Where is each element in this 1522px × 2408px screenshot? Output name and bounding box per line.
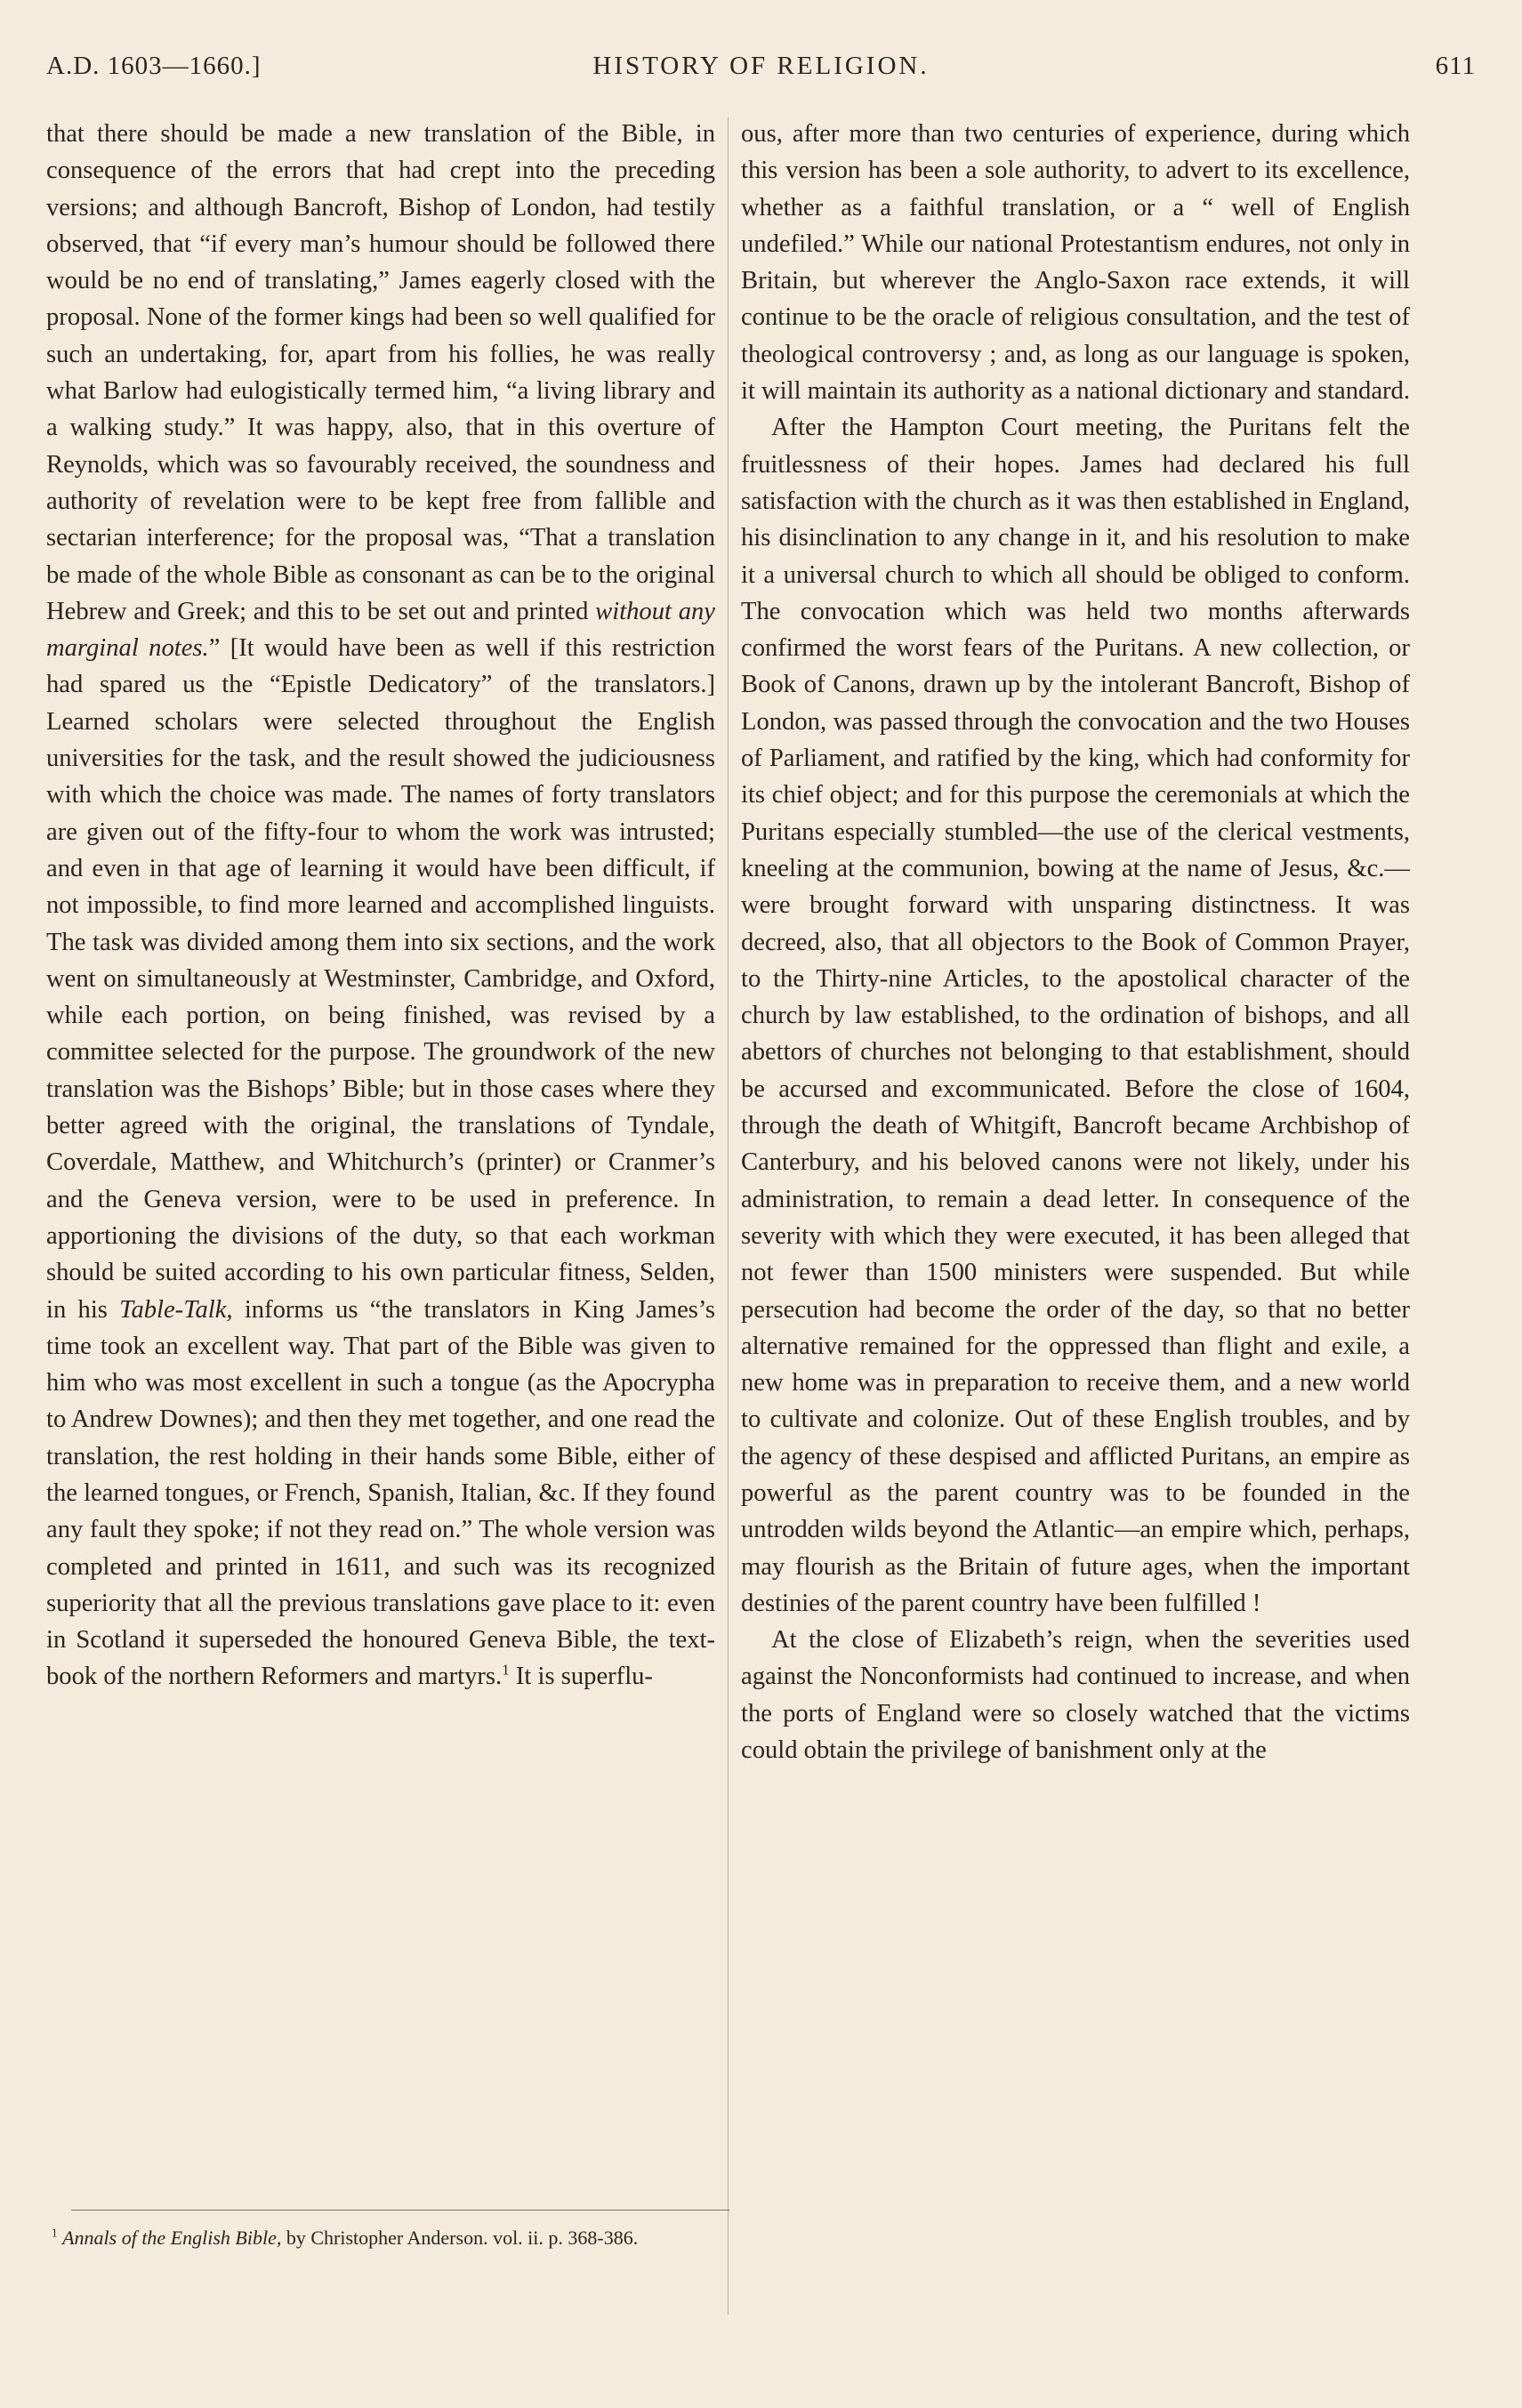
- text-run: ” [It would have been as well if this restriction had spared us the “Epistle Dedicatory” of the translators.] Learned scholars were selected throughout the English universities for the task, and the result showed the judiciousness with which the choice was made. The names of forty translators are given out of the fifty-four to whom the work was intrusted; and even in that age of learning it would have been difficult, if not impossible, to find more learned and accomplished linguists. The task was divided among them into six sections, and the work went on simultaneously at Westminster, Cambridge, and Oxford, while each portion, on being finished, was revised by a committee selected for the purpose. The groundwork of the new translation was the Bishops’ Bible; but in those cases where they better agreed with the original, the translations of Tyndale, Coverdale, Matthew, and Whitchurch’s (printer) or Cranmer’s and the Geneva version, were to be used in preference. In apportioning the divisions of the duty, so that each workman should be suited according to his own particular fitness, Selden, in his: [46, 634, 715, 1324]
- text-run: informs us “the translators in King James’s time took an excellent way. That part of the Bible was given to him who was most excellent in such a tongue (as the Apocrypha to Andrew Downes); and then they met together, and one read the translation, the rest holding in their hands some Bible, either of the learned tongues, or French, Spanish, Italian, &c. If they found any fault they spoke; if not they read on.” The whole version was completed and printed in 1611, and such was its recognized superiority that all the previous translations gave place to it: even in Scotland it superseded the honoured Geneva Bible, the text-book of the northern Reformers and martyrs.: [46, 1295, 715, 1691]
- footnote-text: by Christopher Anderson. vol. ii. p. 368-386.: [281, 2227, 639, 2249]
- right-column: [741, 116, 1410, 1768]
- paragraph: After the Hampton Court meeting, the Puritans felt the fruitlessness of their hopes. James had declared his full satisfaction with the church as it was then established in England, his disinclination to any change in it, and his resolution to make it a universal church to which all should be obliged to conform. The convocation which was held two months afterwards confirmed the worst fears of the Puritans. A new collection, or Book of Canons, drawn up by the intolerant Bancroft, Bishop of London, was passed through the convocation and the two Houses of Parliament, and ratified by the king, which had conformity for its chief object; and for this purpose the ceremonials at which the Puritans especially stumbled—the use of the clerical vestments, kneeling at the communion, bowing at the name of Jesus, &c.—were brought forward with unsparing distinctness. It was decreed, also, that all objectors to the Book of Common Prayer, to the Thirty-nine Articles, to the apostolical character of the church by law established, to the ordination of bishops, and all abettors of churches not belonging to that establishment, should be accursed and excommunicated. Before the close of 1604, through the death of Whitgift, Bancroft became Archbishop of Canterbury, and his beloved canons were not likely, under his administration, to remain a dead letter. In consequence of the severity with which they were executed, it has been alleged that not fewer than 1500 ministers were suspended. But while persecution had become the order of the day, so that no better alternative remained for the oppressed than flight and exile, a new home was in preparation to receive them, and a new world to cultivate and colonize. Out of these English troubles, and by the agency of these despised and afflicted Puritans, an empire as powerful as the parent country was to be founded in the untrodden wilds beyond the Atlantic—an empire which, perhaps, may flourish as the Britain of future ages, when the important destinies of the parent country have been fulfilled !: [741, 414, 1410, 1617]
- header-date-range: A.D. 1603—1660.]: [46, 52, 262, 80]
- footnote-marker: 1: [52, 2226, 58, 2240]
- footnote-divider: [71, 2210, 729, 2211]
- footnote-title: Annals of the English Bible,: [62, 2227, 282, 2249]
- paragraph: ous, after more than two centuries of experience, during which this version has been a sole authority, to advert to its excellence, whether as a faithful translation, or a “ well of English undefiled.” While our national Protestantism endures, not only in Britain, but wherever the Anglo-Saxon race extends, it will continue to be the oracle of religious consultation, and the test of theological controversy ; and, as long as our language is spoken, it will maintain its authority as a national dictionary and standard.: [741, 120, 1410, 406]
- page-header: [46, 52, 1476, 91]
- left-column: [46, 116, 715, 1695]
- paragraph: [46, 116, 715, 1695]
- italic-text: without any marginal notes.: [46, 597, 715, 663]
- footnote-reference: 1: [502, 1661, 510, 1679]
- running-title: HISTORY OF RELIGION.: [592, 52, 930, 80]
- text-run: It is superflu-: [509, 1663, 653, 1691]
- paragraph: At the close of Elizabeth’s reign, when the severities used against the Nonconformists had continued to increase, and when the ports of England were so closely watched that the victims could obtain the privilege of banishment only at the: [741, 1626, 1410, 1765]
- book-title: Table-Talk,: [119, 1295, 233, 1324]
- footnote: [52, 2224, 728, 2251]
- column-divider: [728, 117, 729, 2315]
- page-number: 611: [1435, 52, 1476, 80]
- text-run: that there should be made a new translation of the Bible, in consequence of the errors that had crept into the preceding versions; and although Bancroft, Bishop of London, had testily observed, that “if every man’s humour should be followed there would be no end of translating,” James eagerly closed with the proposal. None of the former kings had been so well qualified for such an undertaking, for, apart from his follies, he was really what Barlow had eulogistically termed him, “a living library and a walking study.” It was happy, also, that in this overture of Reynolds, which was so favourably received, the soundness and authority of revelation were to be kept free from fallible and sectarian interference; for the proposal was, “That a translation be made of the whole Bible as consonant as can be to the original Hebrew and Greek; and this to be set out and printed: [46, 120, 715, 625]
